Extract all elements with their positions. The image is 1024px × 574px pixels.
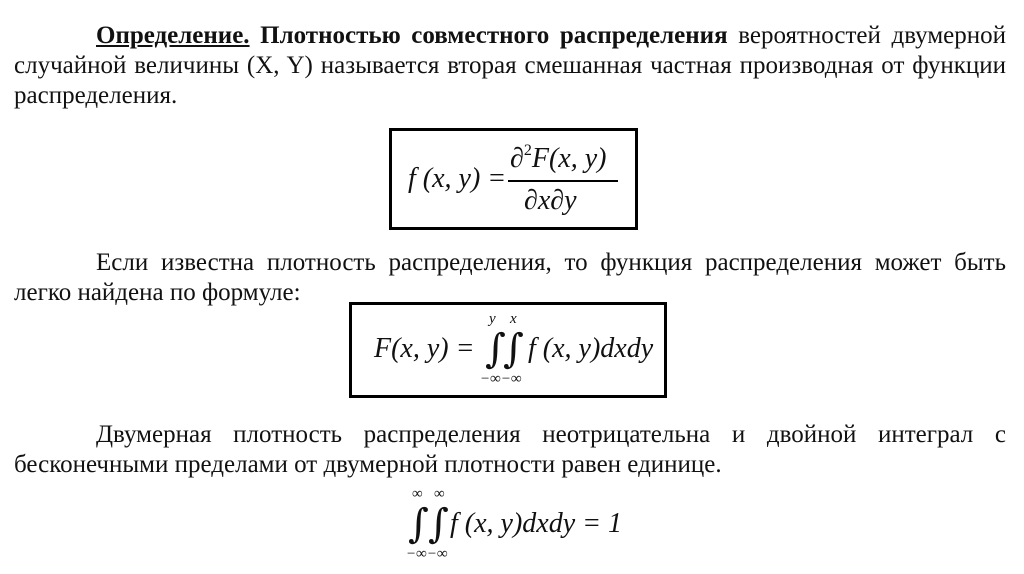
integral-upper-limit-inf-2: ∞ xyxy=(434,486,445,502)
integral-sign-3: ∫ xyxy=(408,501,429,547)
definition-bold-text: Плотностью совместного распределения xyxy=(260,22,728,49)
distribution-paragraph-text: Если известна плотность распределения, то функция распределения может быть легко найдена по формуле: xyxy=(14,249,1006,306)
integral-upper-limit-y: y xyxy=(489,311,496,327)
normalization-paragraph-text: Двумерная плотность распределения неотрицательна и двойной интеграл с бесконечными пределами от двумерной плотности равен единице. xyxy=(14,421,1006,478)
normalization-integrand: f (x, y)dxdy = 1 xyxy=(450,508,623,539)
integral-sign-4: ∫ xyxy=(428,501,449,547)
integral-upper-limit-x: x xyxy=(510,311,517,327)
distribution-formula-lhs: F(x, y) = xyxy=(374,333,475,364)
integral-sign-2: ∫ xyxy=(503,326,524,372)
density-fraction-line xyxy=(508,180,618,182)
integral-lower-limits: −∞−∞ xyxy=(480,371,522,387)
normalization-paragraph xyxy=(14,420,1006,480)
distribution-formula-box xyxy=(349,302,667,398)
distribution-paragraph xyxy=(14,248,1006,308)
integral-upper-limit-inf-1: ∞ xyxy=(412,486,423,502)
definition-rest-text: вероятностей двумерной случайной величины (X, Y) называется вторая смешанная частная производная от функции распределения. xyxy=(14,22,1007,109)
definition-paragraph xyxy=(14,21,1006,111)
integral-sign-1: ∫ xyxy=(485,326,506,372)
density-formula-lhs: f (x, y) = xyxy=(408,163,507,194)
distribution-integrand: f (x, y)dxdy xyxy=(528,333,654,364)
density-formula-numerator: ∂$^2$F(x, y) xyxy=(510,142,607,174)
integral-lower-limits-inf: −∞−∞ xyxy=(406,546,448,562)
density-formula-denominator: ∂x∂y xyxy=(524,185,577,216)
normalization-formula xyxy=(398,486,638,570)
density-formula-box xyxy=(389,128,638,230)
definition-term: Определение. xyxy=(96,22,250,49)
